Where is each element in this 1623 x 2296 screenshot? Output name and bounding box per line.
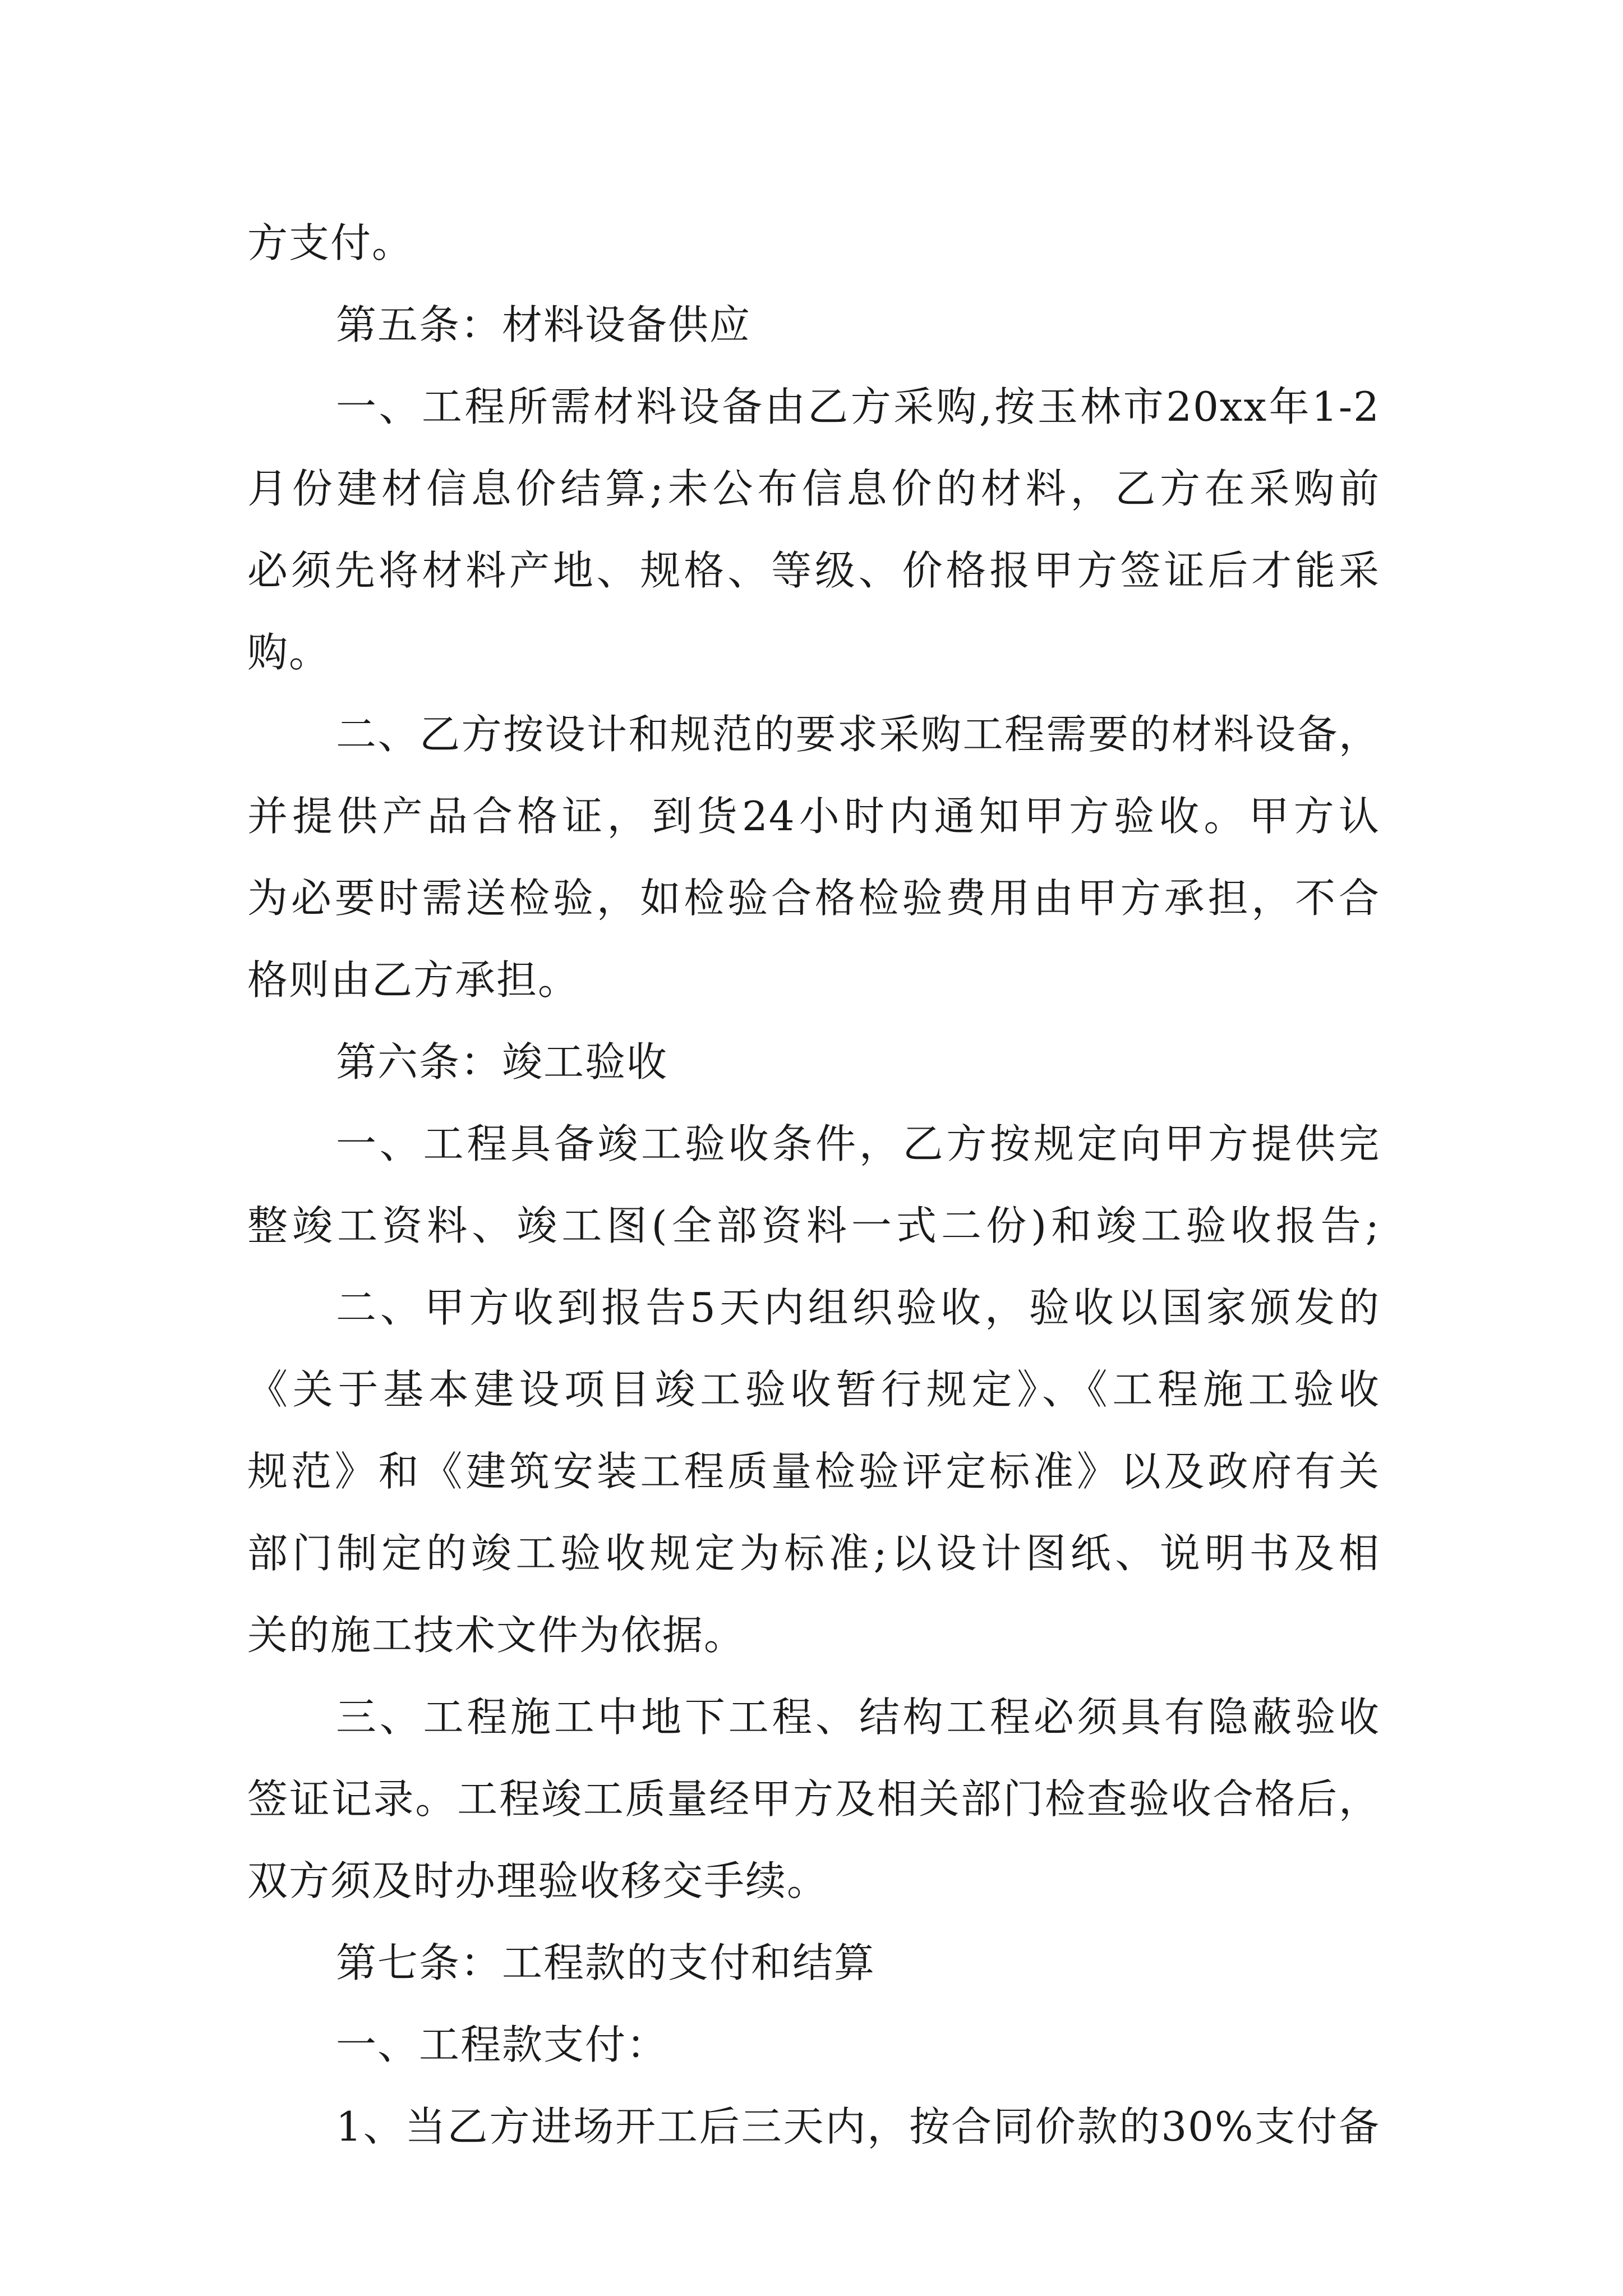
body-line: 关的施工技术文件为依据。 <box>247 1612 746 1659</box>
body-line: 部门制定的竣工验收规定为标准;以设计图纸、说明书及相 <box>247 1530 1380 1577</box>
body-line: 《关于基本建设项目竣工验收暂行规定》、《工程施工验收 <box>247 1366 1380 1413</box>
body-line: 规范》和《建筑安装工程质量检验评定标准》以及政府有关 <box>247 1448 1380 1495</box>
document-body <box>247 202 1380 2168</box>
body-line: 二、甲方收到报告5天内组织验收，验收以国家颁发的 <box>336 1284 1380 1331</box>
body-line: 并提供产品合格证，到货24小时内通知甲方验收。甲方认 <box>247 793 1380 840</box>
body-line: 格则由乙方承担。 <box>247 956 580 1004</box>
body-line: 签证记录。工程竣工质量经甲方及相关部门检查验收合格后， <box>247 1775 1380 1823</box>
body-line: 一、工程所需材料设备由乙方采购,按玉林市20xx年1-2 <box>336 383 1380 430</box>
body-line: 必须先将材料产地、规格、等级、价格报甲方签证后才能采 <box>247 547 1380 594</box>
section-heading: 第七条：工程款的支付和结算 <box>336 1939 876 1986</box>
body-line: 购。 <box>247 629 331 676</box>
body-line: 一、工程具备竣工验收条件，乙方按规定向甲方提供完 <box>336 1120 1380 1167</box>
body-line: 为必要时需送检验，如检验合格检验费用由甲方承担，不合 <box>247 875 1380 922</box>
body-line: 三、工程施工中地下工程、结构工程必须具有隐蔽验收 <box>336 1694 1380 1741</box>
section-heading: 第五条：材料设备供应 <box>336 301 751 348</box>
body-line: 一、工程款支付： <box>336 2021 668 2068</box>
body-line: 双方须及时办理验收移交手续。 <box>247 1857 829 1904</box>
body-line: 二、乙方按设计和规范的要求采购工程需要的材料设备， <box>336 711 1380 758</box>
body-line: 月份建材信息价结算;未公布信息价的材料，乙方在采购前 <box>247 465 1380 512</box>
body-line: 方支付。 <box>247 219 414 266</box>
body-line: 整竣工资料、竣工图(全部资料一式二份)和竣工验收报告; <box>247 1202 1380 1249</box>
section-heading: 第六条：竣工验收 <box>336 1038 668 1085</box>
body-line: 1、当乙方进场开工后三天内，按合同价款的30%支付备 <box>336 2103 1380 2150</box>
